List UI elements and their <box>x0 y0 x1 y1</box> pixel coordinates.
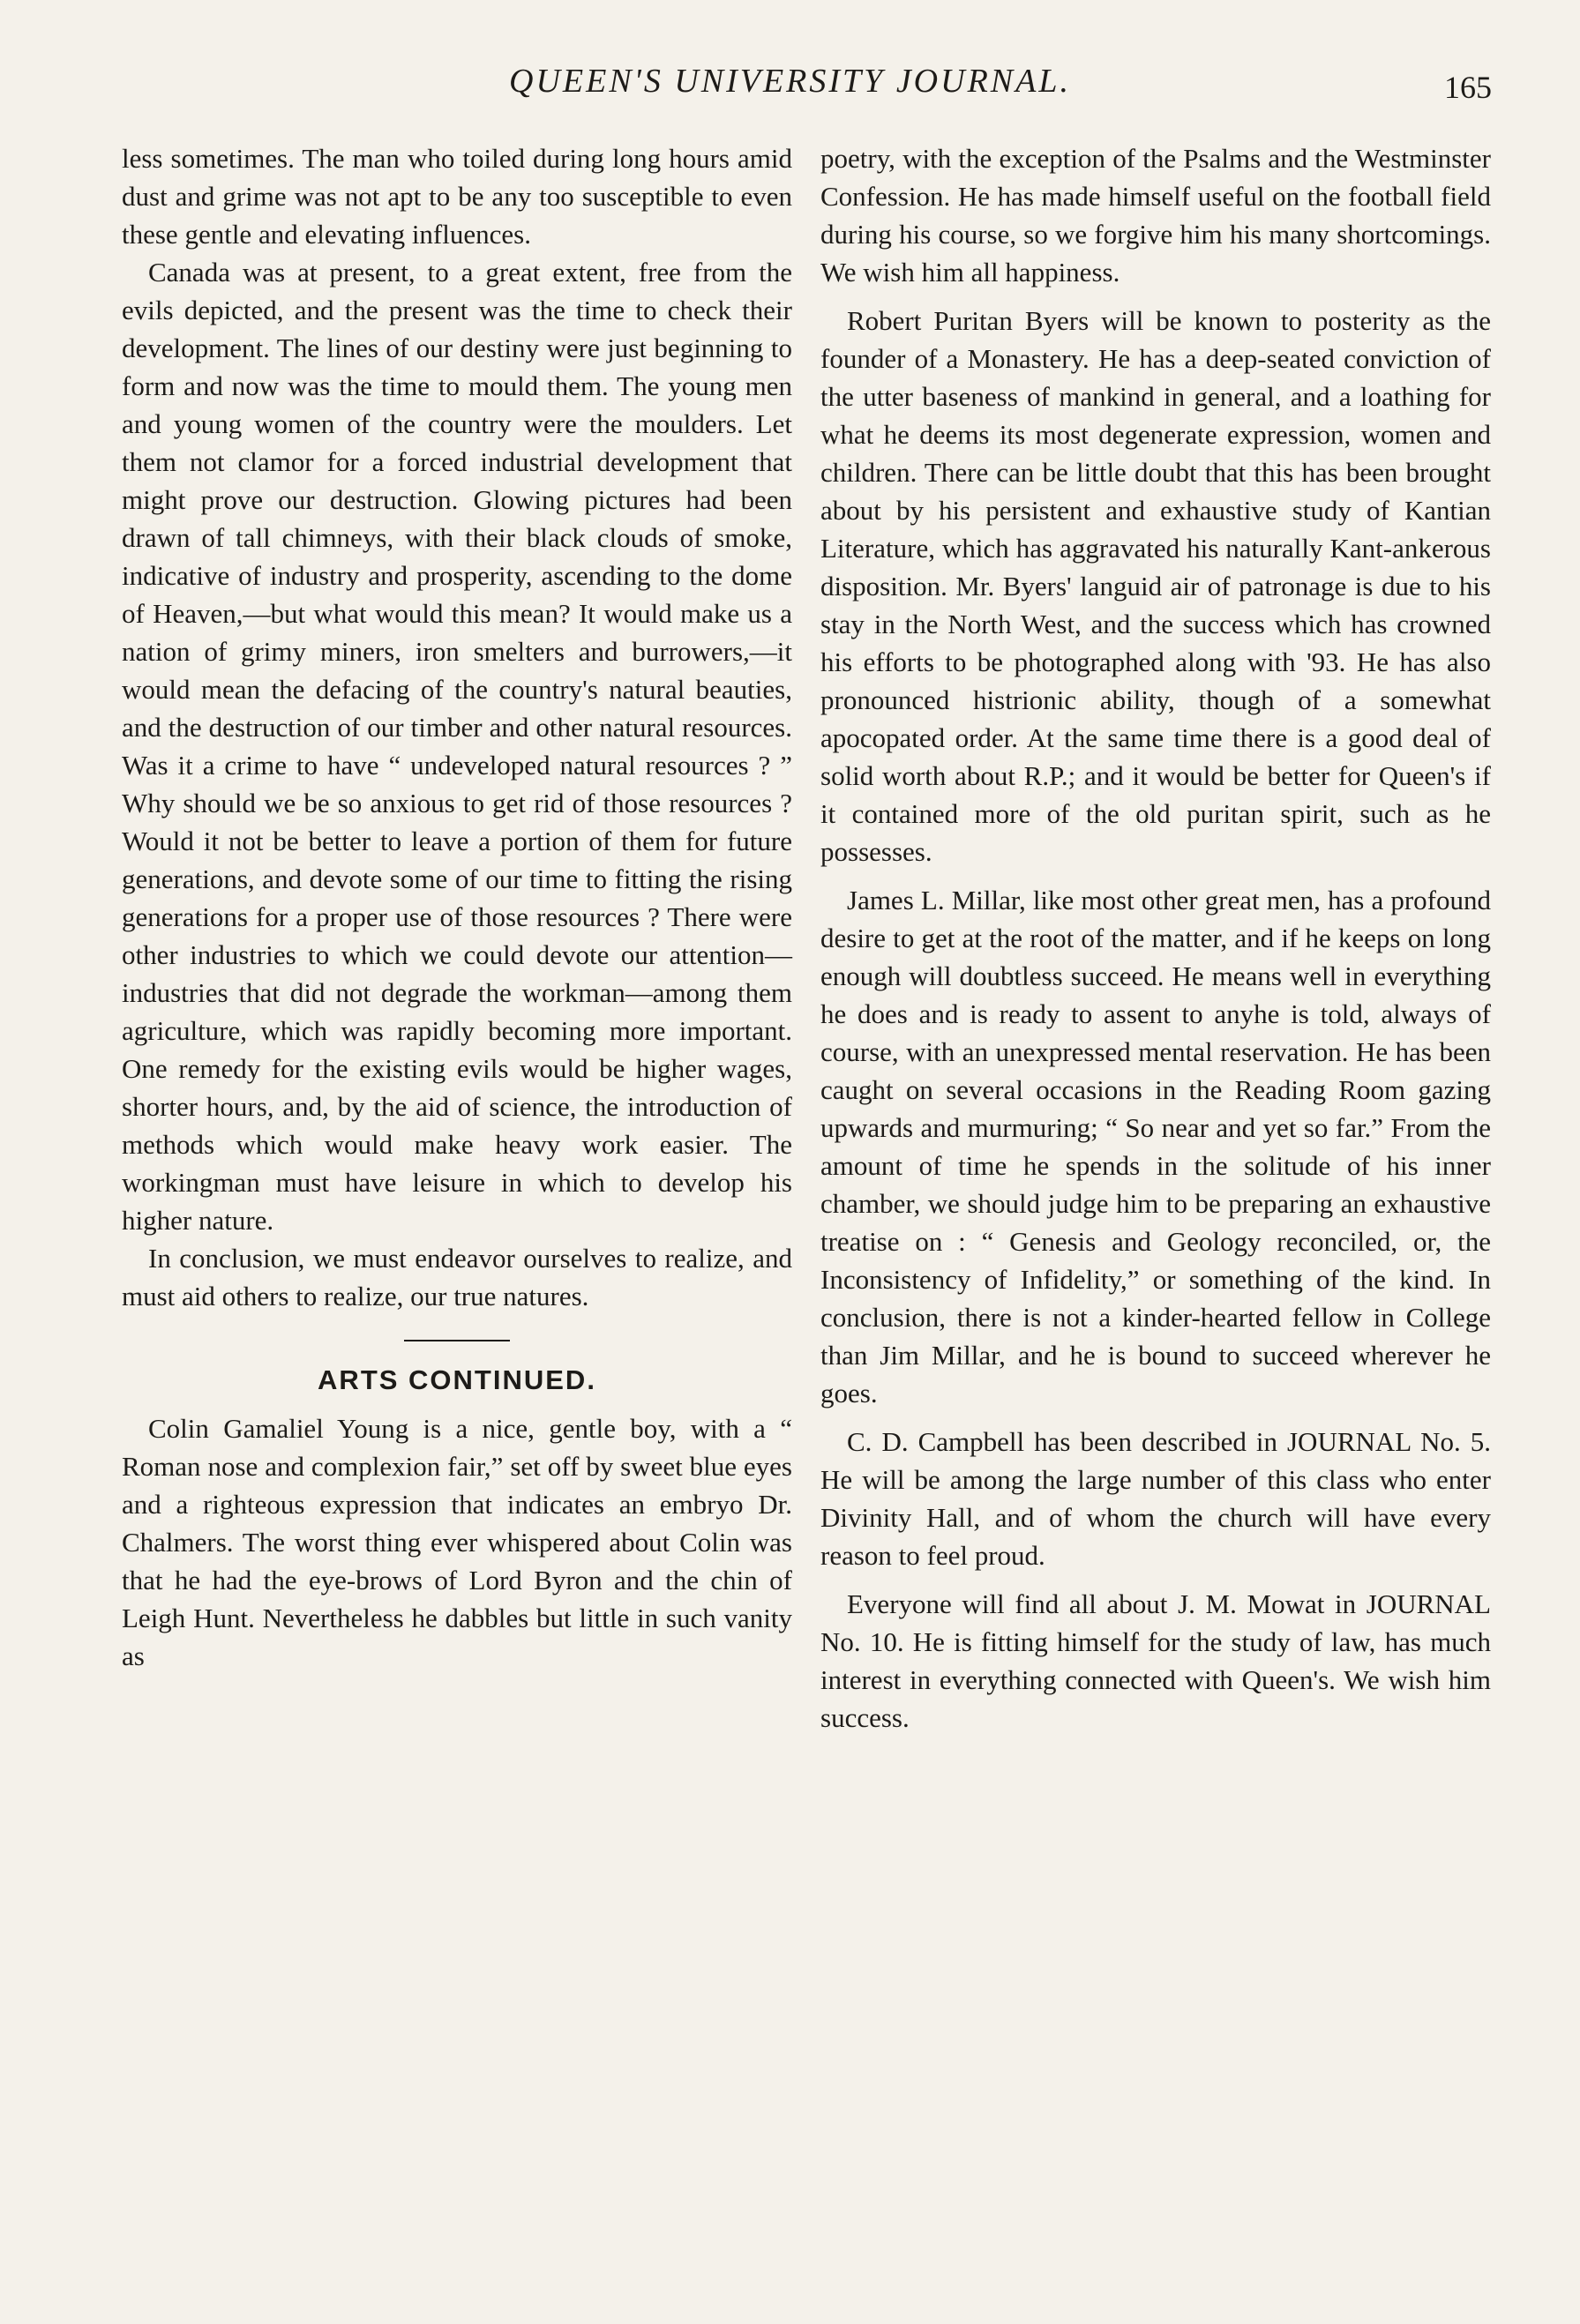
paragraph: poetry, with the exception of the Psalms and the Westminster Confession. He has made himself useful on the football field during his course, so we forgive him his many shortcomings. We wish him all happiness. <box>820 143 1491 288</box>
running-head <box>0 62 1580 115</box>
paragraph: James L. Millar, like most other great men, has a profound desire to get at the root of the matter, and if he keeps on long enough will doubtless succeed. He means well in everything he does and is ready to assent to anyhe is told, always of course, with an unexpressed mental reservation. He has been caught on several occasions in the Reading Room gazing upwards and murmuring; “ So near and yet so far.” From the amount of time he spends in the solitude of his inner chamber, we should judge him to be preparing an exhaustive treatise on : “ Genesis and Geology reconciled, or, the Inconsistency of Infidelity,” or something of the kind. In conclusion, there is not a kinder-hearted fellow in College than Jim Millar, and he is bound to succeed wherever he goes. <box>820 885 1491 1409</box>
paragraph: Everyone will find all about J. M. Mowat in JOURNAL No. 10. He is fitting himself for the study of law, has much interest in everything connected with Queen's. We wish him success. <box>820 1588 1491 1733</box>
section-heading: ARTS CONTINUED. <box>318 1364 596 1395</box>
page-number: 165 <box>1444 70 1492 105</box>
paragraph: Colin Gamaliel Young is a nice, gentle boy, with a “ Roman nose and complexion fair,” set off by sweet blue eyes and a righteous expression that indicates an embryo Dr. Chalmers. The worst thing ever whispered about Colin was that he had the eye-brows of Lord Byron and the chin of Leigh Hunt. Nevertheless he dabbles but little in such vanity as <box>122 1413 792 1671</box>
paragraph: In conclusion, we must endeavor ourselves to realize, and must aid others to realize, our true natures. <box>122 1243 792 1311</box>
left-column <box>122 139 792 1675</box>
journal-title: QUEEN'S UNIVERSITY JOURNAL. <box>509 63 1071 100</box>
paragraph: Robert Puritan Byers will be known to posterity as the founder of a Monastery. He has a deep-seated conviction of the utter baseness of mankind in general, and a loathing for what he deems its most degenerate expression, women and children. There can be little doubt that this has been brought about by his persistent and exhaustive study of Kantian Literature, which has aggravated his naturally Kant-ankerous disposition. Mr. Byers' languid air of patronage is due to his stay in the North West, and the success which has crowned his efforts to be photographed along with '93. He has also pronounced histrionic ability, though of a somewhat apocopated order. At the same time there is a good deal of solid worth about R.P.; and it would be better for Queen's if it contained more of the old puritan spirit, such as he possesses. <box>820 305 1491 867</box>
right-column <box>820 139 1491 1747</box>
paragraph: Canada was at present, to a great extent, free from the evils depicted, and the present was the time to check their development. The lines of our destiny were just beginning to form and now was the time to mould them. The young men and young women of the country were the moulders. Let them not clamor for a forced industrial development that might prove our destruction. Glowing pictures had been drawn of tall chimneys, with their black clouds of smoke, indicative of industry and prosperity, ascending to the dome of Heaven,—but what would this mean? It would make us a nation of grimy miners, iron smelters and burrowers,—it would mean the defacing of the country's natural beauties, and the destruction of our timber and other natural resources. Was it a crime to have “ undeveloped natural resources ? ” Why should we be so anxious to get rid of those resources ? Would it not be better to leave a portion of them for future generations, and devote some of our time to fitting the rising generations for a proper use of those resources ? There were other industries to which we could devote our attention—industries that did not degrade the workman—among them agriculture, which was rapidly becoming more important. One remedy for the existing evils would be higher wages, shorter hours, and, by the aid of science, the introduction of methods which would make heavy work easier. The workingman must have leisure in which to develop his higher nature. <box>122 257 792 1236</box>
paragraph: C. D. Campbell has been described in JOURNAL No. 5. He will be among the large number of this class who enter Divinity Hall, and of whom the church will have every reason to feel proud. <box>820 1426 1491 1571</box>
section-divider <box>404 1340 510 1341</box>
paragraph: less sometimes. The man who toiled during long hours amid dust and grime was not apt to be any too susceptible to even these gentle and elevating influences. <box>122 143 792 250</box>
